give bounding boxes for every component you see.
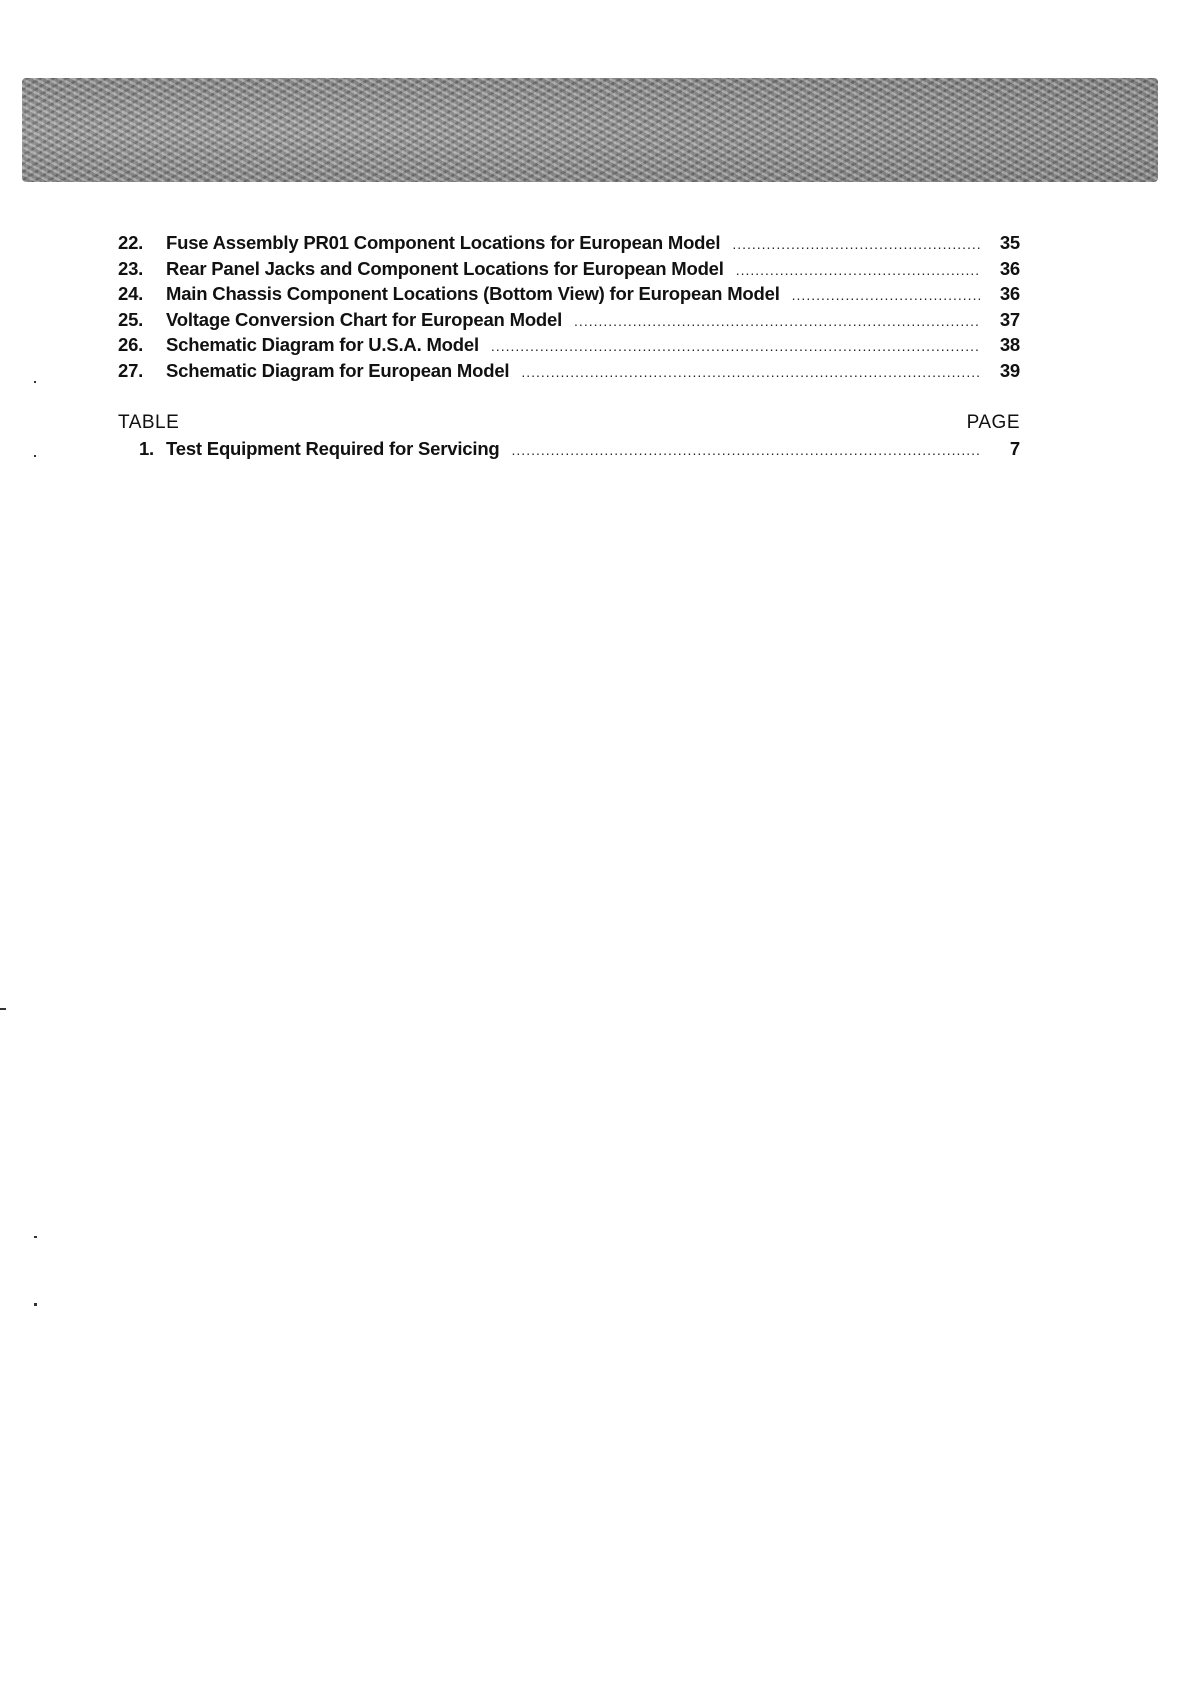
scan-speck	[34, 381, 36, 383]
toc-entry	[118, 309, 1020, 335]
entry-number: 27.	[118, 359, 144, 381]
entry-page: 7	[1009, 438, 1020, 459]
entry-number: 26.	[118, 334, 144, 355]
toc-entry	[118, 360, 1020, 386]
entry-number: 1.	[138, 438, 154, 459]
dot-leader	[736, 262, 980, 278]
entry-title: Main Chassis Component Locations (Bottom View) for European Model	[166, 283, 780, 304]
scan-speck	[0, 1008, 6, 1010]
entry-page: 38	[999, 334, 1020, 355]
entry-page: 39	[999, 359, 1020, 381]
entry-title: Rear Panel Jacks and Component Locations for European Model	[166, 257, 724, 279]
entry-title: Schematic Diagram for European Model	[166, 359, 510, 381]
entry-page: 36	[999, 257, 1020, 279]
dot-leader	[491, 338, 980, 354]
table-heading: TABLE	[118, 412, 180, 433]
scan-speck	[34, 1303, 37, 1306]
dot-leader	[792, 287, 980, 303]
dot-leader	[521, 364, 980, 380]
toc-entry	[118, 334, 1020, 360]
entry-number: 25.	[118, 308, 144, 330]
scan-speck	[34, 1236, 37, 1238]
page-heading: PAGE	[966, 412, 1020, 433]
header-texture-band	[22, 78, 1158, 182]
table-list	[118, 412, 1020, 464]
entry-title: Fuse Assembly PR01 Component Locations for European Model	[166, 232, 721, 253]
toc-entry	[118, 438, 1020, 464]
entry-title: Test Equipment Required for Servicing	[166, 438, 500, 459]
entry-title: Voltage Conversion Chart for European Model	[166, 308, 563, 330]
table-list-header	[118, 412, 1020, 436]
entry-title: Schematic Diagram for U.S.A. Model	[166, 334, 479, 355]
dot-leader	[574, 313, 980, 329]
dot-leader	[732, 236, 980, 252]
entry-number: 24.	[118, 283, 144, 304]
toc-entry	[118, 232, 1020, 258]
entry-page: 37	[999, 308, 1020, 330]
toc-entry	[118, 258, 1020, 284]
dot-leader	[512, 442, 980, 458]
entry-number: 22.	[118, 232, 144, 253]
toc-entry	[118, 283, 1020, 309]
entry-page: 35	[999, 232, 1020, 253]
figure-list	[118, 232, 1020, 385]
scan-speck	[34, 455, 36, 457]
entry-number: 23.	[118, 257, 144, 279]
entry-page: 36	[999, 283, 1020, 304]
